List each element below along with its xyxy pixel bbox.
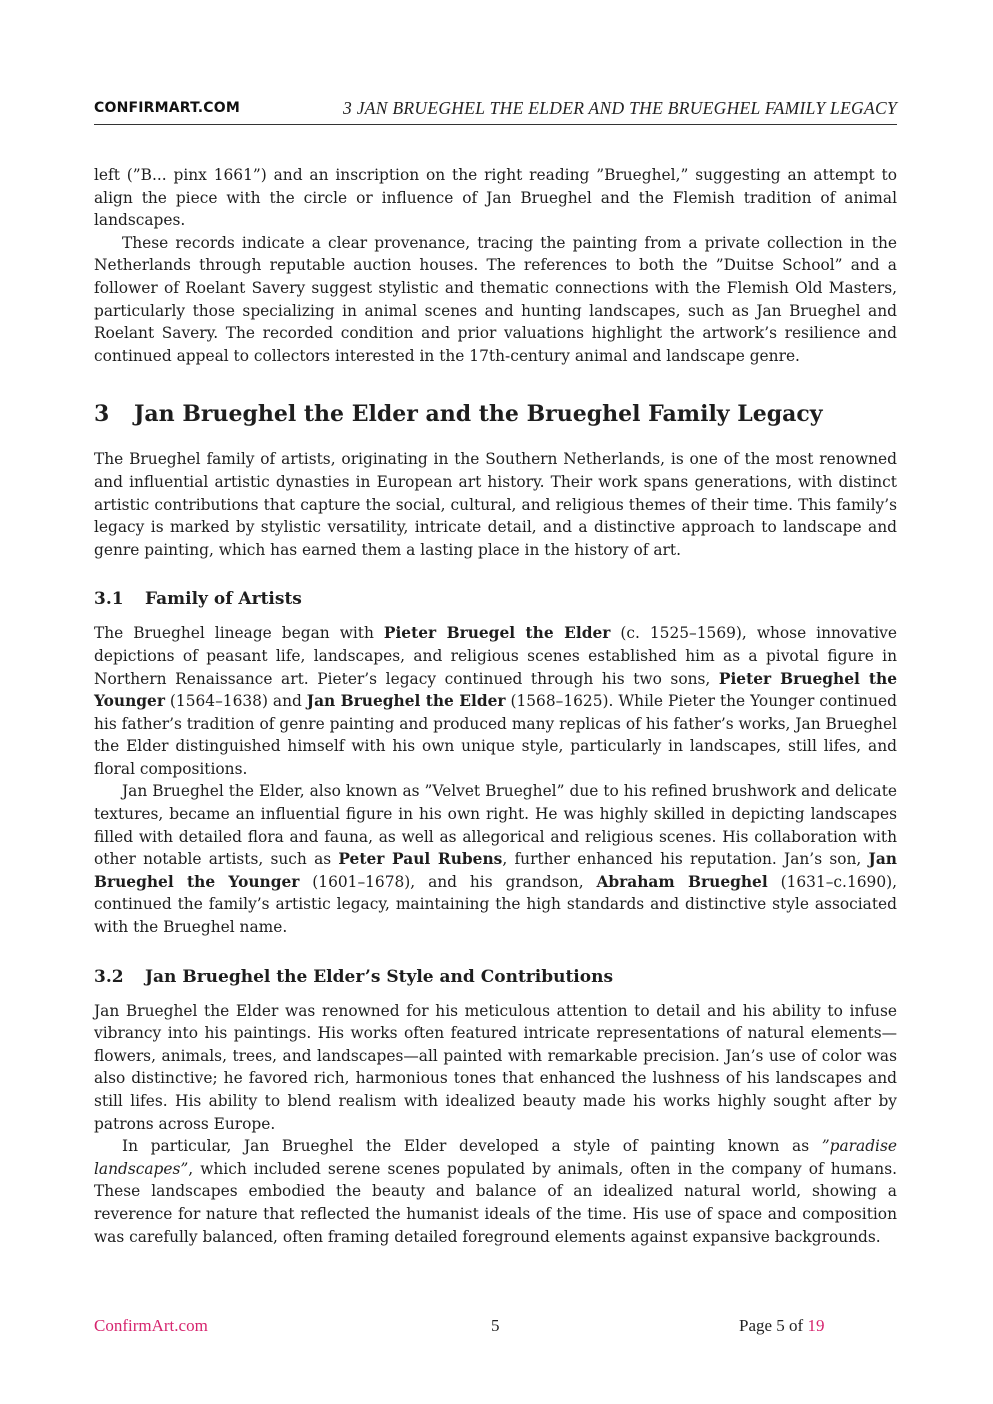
page-count-label: Page 5 of bbox=[739, 1316, 808, 1335]
text-run: (1601–1678), and his grandson, bbox=[299, 872, 597, 891]
text-run: (1568–1625). While Pieter the Younger continued his father’s tradition of genre painting and produced many replicas of his father’s works, Jan Brueghel the Elder distinguished himself with his own unique style, particularly in landscapes, still lifes, and floral compositions. bbox=[94, 692, 897, 778]
text-run: (c. 1525–1569), whose innovative depictions of peasant life, landscapes, and religious scenes established him as a pivotal figure in Northern Renaissance art. Pieter’s legacy continued through his two sons, bbox=[94, 624, 897, 688]
paragraph: These records indicate a clear provenance, tracing the painting from a private collection in the Netherlands through reputable auction houses. The references to both the ”Duitse School” and a follower of Roelant Savery suggest stylistic and thematic connections with the Flemish Old Masters, particularly those specializing in animal scenes and hunting landscapes, such as Jan Brueghel and Roelant Savery. The recorded condition and prior valuations highlight the artwork’s resilience and continued appeal to collectors interested in the 17th-century animal and landscape genre. bbox=[94, 233, 897, 365]
subsection-number: 3.2 bbox=[94, 966, 124, 987]
paragraph bbox=[94, 1135, 897, 1248]
text-run: (1564–1638) and bbox=[164, 692, 307, 711]
bold-name: Pieter Bruegel the Elder bbox=[383, 624, 611, 643]
paragraph: The Brueghel family of artists, originating in the Southern Netherlands, is one of the most renowned and influential artistic dynasties in European art history. Their work spans generations, with distinct artistic contributions that capture the social, cultural, and religious themes of their time. This family’s legacy is marked by stylistic versatility, intricate detail, and a distinctive approach to landscape and genre painting, which has earned them a lasting place in the history of art. bbox=[94, 450, 897, 559]
bold-name: Jan Brueghel the Elder bbox=[306, 692, 506, 711]
bold-name: Peter Paul Rubens bbox=[338, 850, 503, 869]
text-run: , further enhanced his reputation. Jan’s son, bbox=[502, 850, 869, 869]
page-content bbox=[94, 164, 897, 1248]
page-count bbox=[739, 1316, 824, 1336]
subsection-heading bbox=[94, 588, 897, 610]
text-run: (1631–c.1690), continued the family’s artistic legacy, maintaining the high standards and distinctive style associated with the Brueghel name. bbox=[94, 872, 898, 937]
paragraph bbox=[94, 622, 897, 780]
subsection-title: Family of Artists bbox=[145, 589, 302, 610]
paragraph: Jan Brueghel the Elder was renowned for his meticulous attention to detail and his ability to infuse vibrancy into his paintings. His works often featured intricate representations of natural elements—flowers, animals, trees, and landscapes—all painted with remarkable precision. Jan’s use of color was also distinctive; he favored rich, harmonious tones that enhanced the lushness of his landscapes and still lifes. His ability to blend realism with idealized beauty made his works highly sought after by patrons across Europe. bbox=[94, 1001, 897, 1133]
page-number: 5 bbox=[491, 1316, 500, 1335]
page-footer bbox=[94, 1316, 897, 1338]
running-head: 3 JAN BRUEGHEL THE ELDER AND THE BRUEGHEL FAMILY LEGACY bbox=[343, 98, 897, 118]
paragraph bbox=[94, 780, 897, 938]
section-number: 3 bbox=[94, 401, 110, 428]
text-run: Jan Brueghel the Elder, also known as ”Velvet Brueghel” due to his refined brushwork and delicate textures, became an influential figure in his own right. He was highly skilled in depicting landscapes filled with detailed flora and fauna, as well as allegorical and religious scenes. His collaboration with other notable artists, such as bbox=[94, 782, 897, 869]
section-title: Jan Brueghel the Elder and the Brueghel Family Legacy bbox=[134, 401, 823, 428]
text-run: The Brueghel lineage began with bbox=[94, 624, 384, 643]
bold-name: Pieter Brueghel the Younger bbox=[94, 669, 897, 711]
text-run: In particular, Jan Brueghel the Elder developed a style of painting known as bbox=[122, 1137, 822, 1156]
bold-name: Abraham Brueghel bbox=[596, 872, 768, 891]
page-header bbox=[94, 97, 897, 125]
subsection-number: 3.1 bbox=[94, 589, 124, 610]
footer-site-link[interactable]: ConfirmArt.com bbox=[94, 1316, 208, 1335]
confirmart-logo: CONFIRMART.COM bbox=[94, 100, 241, 116]
subsection-title: Jan Brueghel the Elder’s Style and Contributions bbox=[145, 966, 614, 987]
page-total[interactable]: 19 bbox=[807, 1316, 825, 1335]
paragraph: left (”B... pinx 1661”) and an inscription on the right reading ”Brueghel,” suggesting an attempt to align the piece with the circle or influence of Jan Brueghel and the Flemish tradition of animal landscapes. bbox=[94, 166, 897, 230]
italic-term: ”paradise landscapes” bbox=[94, 1137, 897, 1178]
section-heading bbox=[94, 400, 897, 428]
text-run: , which included serene scenes populated by animals, often in the company of humans. These landscapes embodied the beauty and balance of an idealized natural world, showing a reverence for nature that reflected the humanist ideals of the time. His use of space and composition was carefully balanced, often framing detailed foreground elements against expansive backgrounds. bbox=[94, 1159, 897, 1246]
subsection-heading bbox=[94, 966, 897, 988]
bold-name: Jan Brueghel the Younger bbox=[94, 850, 897, 891]
